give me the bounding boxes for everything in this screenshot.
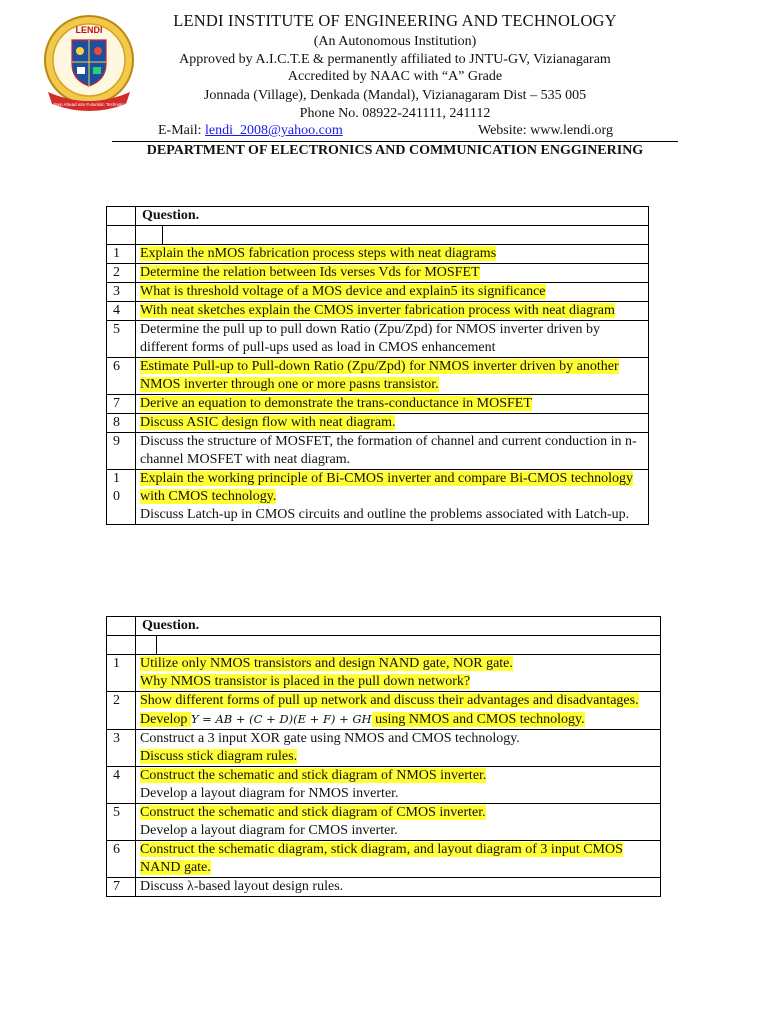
- table-row: [107, 245, 649, 264]
- table-row: [107, 321, 649, 358]
- question-line: Construct the schematic and stick diagram of CMOS inverter.: [140, 805, 486, 820]
- table-row: [107, 655, 661, 692]
- table-row: [107, 433, 649, 470]
- table-header-label: Question.: [136, 617, 661, 636]
- logo-text: LENDI: [75, 25, 103, 35]
- question-text: [136, 433, 649, 470]
- question-text: [136, 395, 649, 414]
- question-line: Estimate Pull-up to Pull-down Ratio (Zpu/Zpd) for NMOS inverter driven by another NMOS inverter through one or more pasns transistor.: [140, 359, 619, 392]
- table-row: [107, 804, 661, 841]
- question-line: Discuss ASIC design flow with neat diagram.: [140, 415, 396, 430]
- question-number: 3: [107, 283, 136, 302]
- question-line: Why NMOS transistor is placed in the pull down network?: [140, 674, 471, 689]
- table-row: [107, 841, 661, 878]
- question-number: 5: [107, 321, 136, 358]
- question-number: 6: [107, 841, 136, 878]
- question-text: [136, 414, 649, 433]
- question-number: 3: [107, 730, 136, 767]
- table-header-row: [107, 207, 649, 226]
- question-line: Discuss λ-based layout design rules.: [140, 879, 344, 894]
- question-table-2: [106, 616, 661, 897]
- question-line: Develop a layout diagram for CMOS inverter.: [140, 823, 398, 838]
- department-title: DEPARTMENT OF ELECTRONICS AND COMMUNICATION ENGGINERING: [146, 143, 644, 158]
- question-text: [136, 767, 661, 804]
- question-text: [136, 358, 649, 395]
- question-text: [136, 804, 661, 841]
- email-link[interactable]: lendi_2008@yahoo.com: [205, 123, 343, 138]
- question-number: 2: [107, 692, 136, 730]
- question-number: 1: [107, 655, 136, 692]
- table-row: [107, 264, 649, 283]
- table-header-label: Question.: [136, 207, 649, 226]
- table-blank-row: [107, 226, 649, 245]
- question-text: [136, 841, 661, 878]
- question-line: Utilize only NMOS transistors and design NAND gate, NOR gate.: [140, 656, 513, 671]
- question-line: Discuss Latch-up in CMOS circuits and outline the problems associated with Latch-up.: [140, 507, 630, 522]
- institute-logo: [40, 14, 138, 114]
- table-row: [107, 878, 661, 897]
- question-text: [136, 655, 661, 692]
- table-row: [107, 470, 649, 525]
- question-number: 4: [107, 767, 136, 804]
- question-line: Discuss the structure of MOSFET, the formation of channel and current conduction in n-channel MOSFET with neat diagram.: [140, 434, 637, 467]
- question-line: Explain the working principle of Bi-CMOS inverter and compare Bi-CMOS technology with CMOS technology.: [140, 471, 634, 504]
- table-row: [107, 767, 661, 804]
- logo-ribbon-text: A Step Ahead into Futuristic Technology: [49, 102, 129, 107]
- table-header-row: [107, 617, 661, 636]
- question-line: Determine the relation between Ids verses Vds for MOSFET: [140, 265, 480, 280]
- approval-line: Approved by A.I.C.T.E & permanently affiliated to JNTU-GV, Vizianagaram: [179, 52, 611, 67]
- table-blank-row: [107, 636, 661, 655]
- phone-line: Phone No. 08922-241111, 241112: [299, 106, 491, 121]
- accreditation-line: Accredited by NAAC with “A” Grade: [287, 69, 503, 84]
- question-line: What is threshold voltage of a MOS device and explain5 its significance: [140, 284, 546, 299]
- question-number: 1: [107, 245, 136, 264]
- question-text: [136, 730, 661, 767]
- question-line: Construct a 3 input XOR gate using NMOS and CMOS technology.: [140, 731, 520, 746]
- institute-name: LENDI INSTITUTE OF ENGINEERING AND TECHNOLOGY: [173, 11, 617, 30]
- table-row: [107, 414, 649, 433]
- email-label: E-Mail:: [158, 123, 206, 138]
- question-line: Construct the schematic diagram, stick diagram, and layout diagram of 3 input CMOS NAND gate.: [140, 842, 623, 875]
- question-number: 9: [107, 433, 136, 470]
- question-line: Show different forms of pull up network and discuss their advantages and disadvantages. Develop: [140, 693, 639, 727]
- question-number: 7: [107, 878, 136, 897]
- question-text: [136, 470, 649, 525]
- question-number: 6: [107, 358, 136, 395]
- question-text: [136, 878, 661, 897]
- table-row: [107, 395, 649, 414]
- question-line: Determine the pull up to pull down Ratio (Zpu/Zpd) for NMOS inverter driven by different forms of pull-ups used as load in CMOS enhancement: [140, 322, 600, 355]
- table-row: [107, 283, 649, 302]
- question-number: 8: [107, 414, 136, 433]
- question-line: Derive an equation to demonstrate the trans-conductance in MOSFET: [140, 396, 532, 411]
- question-table-1: [106, 206, 649, 525]
- question-number: 4: [107, 302, 136, 321]
- question-text: [136, 283, 649, 302]
- boolean-equation: Y = AB + (C + D)(E + F) + GH: [190, 712, 372, 726]
- question-number: 2: [107, 264, 136, 283]
- question-line: Explain the nMOS fabrication process steps with neat diagrams: [140, 246, 497, 261]
- table-row: [107, 358, 649, 395]
- table-row: [107, 730, 661, 767]
- question-text: [136, 302, 649, 321]
- question-line: using NMOS and CMOS technology.: [371, 712, 585, 727]
- question-text: [136, 264, 649, 283]
- website-text: Website: www.lendi.org: [478, 123, 613, 138]
- autonomous-line: (An Autonomous Institution): [313, 34, 477, 49]
- table-row: [107, 692, 661, 730]
- question-line: Develop a layout diagram for NMOS inverter.: [140, 786, 399, 801]
- question-text: [136, 321, 649, 358]
- question-line: Construct the schematic and stick diagram of NMOS inverter.: [140, 768, 487, 783]
- question-text: [136, 692, 661, 730]
- question-number: 1 0: [107, 470, 136, 525]
- question-line: Discuss stick diagram rules.: [140, 749, 298, 764]
- question-text: [136, 245, 649, 264]
- header-divider: [112, 141, 678, 142]
- table-row: [107, 302, 649, 321]
- question-number: 7: [107, 395, 136, 414]
- question-number: 5: [107, 804, 136, 841]
- contact-row: [158, 122, 668, 140]
- question-line: With neat sketches explain the CMOS inverter fabrication process with neat diagram: [140, 303, 615, 318]
- address-line: Jonnada (Village), Denkada (Mandal), Vizianagaram Dist – 535 005: [203, 88, 587, 103]
